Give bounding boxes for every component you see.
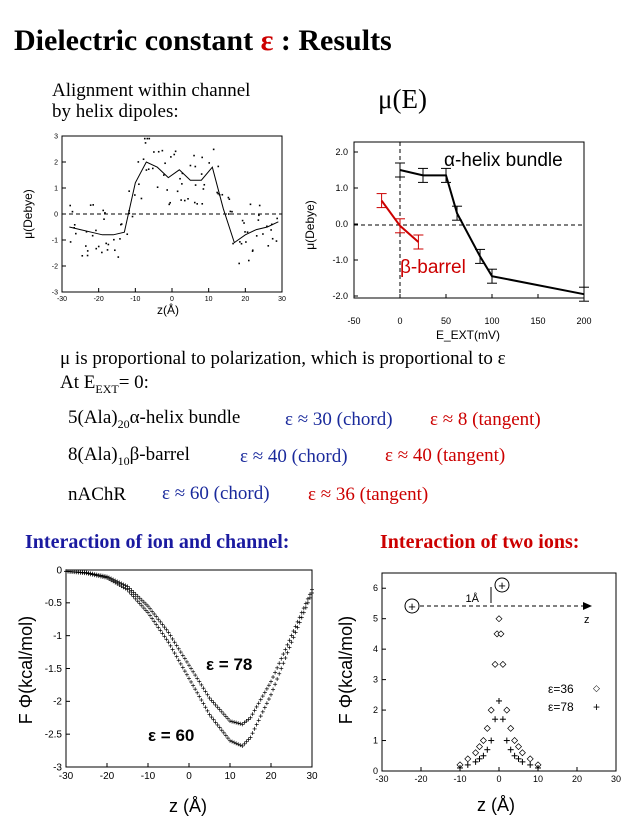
chart1-point — [102, 210, 104, 212]
chart1-point — [181, 183, 183, 185]
chart1-point — [184, 200, 186, 202]
chart1-point — [101, 252, 103, 254]
chart1-point — [193, 155, 195, 157]
z-arrow-head-icon — [583, 602, 592, 610]
chart1-point — [201, 157, 203, 159]
chart1-xtick-label: 10 — [204, 296, 213, 303]
chart1-xtick-label: 30 — [278, 296, 286, 303]
chart1-point — [70, 241, 72, 243]
chart1-point — [92, 204, 94, 206]
chart1-point — [147, 138, 149, 140]
legend-eps36: ε=36 — [548, 682, 574, 696]
chart3-xtick-label: -10 — [140, 771, 156, 782]
chart1-ytick-label: -2 — [51, 263, 58, 271]
chart2-ytick-label: 0.0 — [335, 219, 348, 229]
ion-channel-chart — [16, 560, 326, 817]
chart1-point — [256, 235, 258, 237]
chart3-ytick-label: -2 — [53, 696, 62, 708]
chart4-point-eps36 — [484, 725, 490, 731]
dipole-caption-line1: Alignment within channel — [52, 80, 251, 101]
chart1-point — [169, 202, 171, 204]
chart1-point — [81, 255, 83, 257]
row-nachr-label: nAChR — [68, 484, 127, 505]
gap-label: 1Å — [465, 593, 479, 605]
chart1-point — [166, 189, 168, 191]
chart4-ytick-label: 3 — [372, 674, 378, 685]
chart1-point — [180, 199, 182, 201]
chart1-point — [229, 198, 231, 200]
chart1-point — [177, 190, 179, 192]
chart4-xtick-label: -20 — [414, 774, 428, 784]
chart4-xtick-label: 20 — [571, 774, 583, 784]
dipole-caption-line2: by helix dipoles: — [52, 101, 179, 122]
chart2-ytick-label: 2.0 — [335, 147, 348, 157]
chart1-point — [95, 230, 97, 232]
chart2-xtick-label: 100 — [484, 316, 500, 326]
chart1-point — [239, 241, 241, 243]
chart1-point — [244, 231, 246, 233]
two-ions-chart — [336, 565, 624, 817]
chart1-point — [250, 204, 252, 206]
title-epsilon: ε — [260, 24, 274, 57]
chart1-point — [245, 241, 247, 243]
chart1-point — [138, 183, 140, 185]
chart1-frame — [62, 136, 282, 292]
chart1-point — [114, 249, 116, 251]
mu-vs-e-chart — [296, 130, 606, 345]
chart1-point — [164, 162, 166, 164]
legend-eps78-marker: + — [593, 700, 601, 714]
chart2-ytick-label: -1.0 — [332, 255, 348, 265]
chart4-point-eps36 — [508, 725, 514, 731]
chart1-point — [213, 149, 215, 151]
chart1-xtick-label: -30 — [56, 296, 68, 303]
chart1-point — [179, 178, 181, 180]
chart1-point — [231, 211, 233, 213]
chart3-ytick-label: -0.5 — [44, 598, 62, 610]
chart1-point — [194, 166, 196, 168]
chart1-point — [170, 156, 172, 158]
chart4-ytick-label: 4 — [372, 644, 378, 655]
chart4-point-eps36 — [500, 661, 506, 667]
dipole-caption — [52, 80, 250, 122]
chart1-point — [141, 198, 143, 200]
chart1-point — [228, 213, 230, 215]
chart3-xtick-label: 30 — [306, 771, 318, 782]
chart1-point — [87, 255, 89, 257]
row-nachr-tangent: ε ≈ 36 (tangent) — [308, 484, 429, 505]
chart1-point — [201, 173, 203, 175]
chart1-point — [85, 245, 87, 247]
chart1-ytick-label: 3 — [54, 133, 58, 141]
chart4-point-eps36 — [527, 756, 533, 762]
chart1-point — [152, 168, 154, 170]
chart1-xtick-label: -20 — [93, 296, 104, 303]
chart4-point-eps36 — [516, 744, 522, 750]
row-barrel-label: $8(Ala)_{10}\beta$-barrel — [68, 444, 190, 468]
chart1-point — [203, 188, 205, 190]
chart4-xlabel: z (Å) — [477, 795, 515, 815]
chart4-ytick-label: 0 — [372, 766, 378, 776]
chart1-point — [105, 243, 107, 245]
chart3-ytick-label: -1 — [53, 631, 62, 642]
chart4-point-eps36 — [465, 756, 471, 762]
page-title: Dielectric constant ε : Results — [14, 24, 392, 57]
chart1-point — [126, 233, 128, 235]
chart4-point-eps36 — [519, 750, 525, 756]
chart4-xtick-label: -30 — [375, 774, 389, 784]
chart1-point — [69, 205, 71, 207]
chart1-point — [72, 211, 74, 213]
chart1-point — [222, 194, 224, 196]
chart1-point — [134, 194, 136, 196]
chart1-point — [103, 218, 105, 220]
chart1-point — [90, 204, 92, 206]
ion-left-plus: + — [408, 599, 416, 614]
chart1-point — [187, 198, 189, 200]
chart1-ytick-label: 2 — [54, 159, 58, 167]
chart2-xtick-label: 200 — [576, 316, 592, 326]
chart1-ytick-label: -3 — [51, 289, 58, 297]
mu-proportional-line: μ is proportional to polarization, which is proportional to ε — [60, 348, 506, 369]
chart1-point — [98, 246, 100, 248]
chart3-eps78-label: ε = 78 — [206, 655, 253, 674]
at-eext-line: At $E_{EXT}= 0$: — [60, 372, 149, 396]
chart1-point — [190, 165, 192, 167]
chart1-point — [148, 168, 150, 170]
chart1-point — [75, 233, 77, 235]
chart2-helix-label: α-helix bundle — [444, 150, 563, 171]
chart1-point — [128, 190, 130, 192]
chart1-point — [232, 243, 234, 245]
chart1-point — [203, 184, 205, 186]
chart1-point — [132, 216, 134, 218]
chart1-point — [242, 220, 244, 222]
chart1-point — [108, 244, 110, 246]
row-helix-chord: ε ≈ 30 (chord) — [285, 409, 393, 430]
chart1-point — [230, 211, 232, 213]
chart1-point — [252, 249, 254, 251]
chart2-xtick-label: 50 — [440, 316, 452, 326]
chart3-ytick-label: -1.5 — [44, 663, 62, 675]
chart2-xtick-label: 150 — [530, 316, 546, 326]
chart3-ytick-label: 0 — [56, 565, 62, 577]
chart4-point-eps36 — [473, 750, 479, 756]
chart4-point-eps36 — [512, 738, 518, 744]
chart1-point — [175, 151, 177, 153]
chart1-point — [145, 142, 147, 144]
chart1-ytick-label: 0 — [54, 211, 58, 219]
chart4-xtick-label: 0 — [496, 774, 502, 784]
chart1-point — [276, 240, 278, 242]
chart2-xlabel: E_EXT(mV) — [435, 328, 501, 342]
chart1-point — [270, 229, 272, 231]
chart1-ytick-label: 1 — [54, 185, 58, 193]
dipole-profile-chart — [20, 132, 290, 317]
chart1-point — [248, 260, 250, 262]
row-barrel-chord: ε ≈ 40 (chord) — [240, 446, 348, 467]
chart4-point-eps36 — [477, 744, 483, 750]
heading-two-ions: Interaction of two ions: — [380, 531, 580, 553]
chart1-ylabel: μ(Debye) — [21, 189, 35, 239]
chart1-point — [158, 151, 160, 153]
chart2-ytick-label: 1.0 — [335, 183, 348, 193]
chart1-point — [144, 138, 146, 140]
chart1-point — [243, 222, 245, 224]
chart4-ytick-label: 5 — [372, 613, 378, 624]
chart1-point — [194, 202, 196, 204]
chart1-point — [201, 203, 203, 205]
chart3-xtick-label: 10 — [224, 771, 236, 782]
chart1-point — [87, 250, 89, 252]
chart1-point — [196, 203, 198, 205]
chart1-point — [267, 245, 269, 247]
chart4-ytick-label: 2 — [372, 705, 378, 716]
chart2-xtick-label: -50 — [347, 316, 361, 326]
chart1-xlabel: z(Å) — [157, 303, 179, 317]
chart3-xtick-label: 0 — [186, 771, 192, 782]
chart1-point — [157, 186, 159, 188]
chart3-xtick-label: -30 — [58, 771, 74, 782]
chart1-point — [120, 224, 122, 226]
chart1-point — [173, 154, 175, 156]
row-barrel-tangent: ε ≈ 40 (tangent) — [385, 445, 506, 466]
chart3-ylabel: F Φ(kcal/mol) — [16, 615, 36, 725]
chart4-point-eps36 — [496, 616, 502, 622]
chart1-point — [119, 238, 121, 240]
chart1-point — [138, 161, 140, 163]
chart1-point — [168, 204, 170, 206]
z-axis-label: z — [584, 614, 590, 626]
chart3-ytick-label: -3 — [53, 762, 62, 774]
chart3-xtick-label: 20 — [265, 771, 277, 782]
chart3-xlabel: z (Å) — [169, 796, 207, 816]
chart1-point — [262, 233, 264, 235]
ion-top-plus: + — [498, 578, 506, 593]
chart4-ytick-label: 1 — [372, 735, 378, 746]
chart1-point — [241, 243, 243, 245]
chart1-point — [153, 151, 155, 153]
chart1-point — [272, 238, 274, 240]
chart3-xtick-label: -20 — [99, 771, 115, 782]
chart1-xtick-label: 20 — [241, 296, 250, 303]
chart1-point — [276, 218, 278, 220]
chart1-point — [208, 162, 210, 164]
chart1-point — [117, 256, 119, 258]
chart1-point — [247, 231, 249, 233]
chart1-point — [143, 158, 145, 160]
chart4-point-eps36 — [488, 707, 494, 713]
legend-eps36-marker: ◇ — [593, 683, 600, 693]
chart1-ytick-label: -1 — [51, 237, 58, 245]
chart3-ytick-label: -2.5 — [44, 729, 62, 741]
chart1-xtick-label: 0 — [170, 296, 174, 303]
chart4-xtick-label: -10 — [453, 774, 467, 784]
chart4-xtick-label: 30 — [610, 774, 622, 784]
chart1-point — [146, 169, 148, 171]
chart4-point-eps36 — [504, 707, 510, 713]
chart4-xtick-label: 10 — [532, 774, 544, 784]
row-nachr-chord: ε ≈ 60 (chord) — [162, 483, 270, 504]
chart1-point — [258, 214, 260, 216]
chart4-point-eps36 — [498, 631, 504, 637]
chart2-xtick-label: 0 — [397, 316, 403, 326]
legend-eps78: ε=78 — [548, 700, 574, 714]
chart4-ylabel: F Φ(kcal/mol) — [336, 615, 356, 725]
chart2-ylabel: μ(Debye) — [303, 200, 317, 250]
chart1-point — [107, 249, 109, 251]
chart1-point — [259, 205, 261, 207]
heading-ion-channel: Interaction of ion and channel: — [25, 531, 290, 553]
row-helix-tangent: ε ≈ 8 (tangent) — [430, 409, 541, 430]
chart1-point — [258, 219, 260, 221]
chart1-point — [113, 239, 115, 241]
chart1-point — [148, 138, 150, 140]
chart1-point — [162, 150, 164, 152]
chart1-point — [195, 184, 197, 186]
chart1-xtick-label: -10 — [130, 296, 141, 303]
chart1-point — [104, 212, 106, 214]
chart1-point — [74, 224, 76, 226]
chart4-ytick-label: 6 — [372, 583, 378, 594]
mu-e-title: μ(E) — [378, 84, 427, 114]
chart3-eps60-label: ε = 60 — [148, 726, 195, 745]
chart4-point-eps36 — [480, 738, 486, 744]
chart4-point-eps36 — [492, 661, 498, 667]
chart2-ytick-label: -2.0 — [332, 291, 348, 301]
chart1-average-line — [69, 162, 278, 243]
chart1-point — [238, 263, 240, 265]
chart1-point — [217, 166, 219, 168]
chart1-point — [228, 197, 230, 199]
chart2-barrel-label: β-barrel — [400, 257, 466, 278]
row-helix-label: $5(Ala)_{20}\alpha$-helix bundle — [68, 407, 241, 431]
chart1-point — [95, 248, 97, 250]
chart1-point — [92, 235, 94, 237]
